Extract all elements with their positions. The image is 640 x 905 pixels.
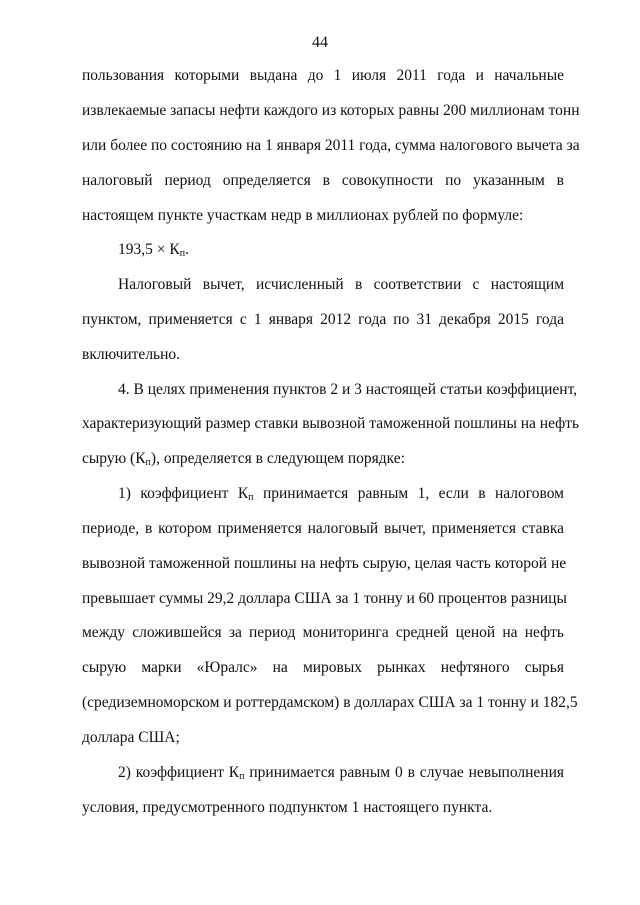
subscript: п — [145, 457, 151, 468]
paragraph-line: налоговый период определяется в совокупности по указанным в — [82, 172, 564, 189]
subscript: п — [248, 492, 254, 503]
paragraph-line — [118, 484, 564, 504]
text-segment: принимается равным 0 в случае невыполнения — [244, 764, 564, 781]
paragraph-line: Налоговый вычет, исчисленный в соответствии с настоящим — [118, 276, 564, 293]
subscript: п — [239, 771, 245, 782]
text-segment: сырую (К — [82, 450, 146, 467]
formula-subscript: п — [179, 248, 186, 259]
paragraph-line: 4. В целях применения пунктов 2 и 3 настоящей статьи коэффициент, — [118, 381, 578, 398]
paragraph-line: (средиземноморском и роттердамском) в долларах США за 1 тонну и 182,5 — [82, 694, 578, 711]
formula-prefix: 193,5 × К — [118, 241, 180, 258]
paragraph-line — [82, 449, 564, 469]
text-segment: 1) коэффициент К — [118, 485, 249, 502]
paragraph-line: пунктом, применяется с 1 января 2012 года по 31 декабря 2015 года — [82, 311, 564, 328]
text-segment: ), определяется в следующем порядке: — [150, 450, 405, 467]
paragraph-line: включительно. — [82, 346, 181, 363]
text-segment: 2) коэффициент К — [118, 764, 240, 781]
paragraph-line: сырую марки «Юралс» на мировых рынках нефтяного сырья — [82, 659, 564, 676]
paragraph-line: пользования которыми выдана до 1 июля 2011 года и начальные — [82, 67, 564, 84]
paragraph-line: извлекаемые запасы нефти каждого из которых равны 200 миллионам тонн — [82, 102, 580, 119]
text-segment: принимается равным 1, если в налоговом — [253, 485, 564, 502]
paragraph-line: превышает суммы 29,2 доллара США за 1 тонну и 60 процентов разницы — [82, 590, 567, 607]
paragraph-line: вывозной таможенной пошлины на нефть сырую, целая часть которой не — [82, 555, 567, 572]
paragraph-line: периоде, в котором применяется налоговый вычет, применяется ставка — [82, 520, 564, 537]
formula-suffix: . — [185, 241, 189, 258]
formula — [118, 240, 564, 260]
paragraph-line: между сложившейся за период мониторинга средней ценой на нефть — [82, 624, 564, 641]
paragraph-line: или более по состоянию на 1 января 2011 года, сумма налогового вычета за — [82, 137, 580, 154]
page-number: 44 — [312, 34, 328, 51]
paragraph-line: характеризующий размер ставки вывозной таможенной пошлины на нефть — [82, 415, 580, 432]
paragraph-line: условия, предусмотренного подпунктом 1 настоящего пункта. — [82, 799, 493, 816]
paragraph-line: настоящем пункте участкам недр в миллионах рублей по формуле: — [82, 207, 524, 224]
paragraph-line: доллара США; — [82, 729, 180, 746]
paragraph-line — [118, 763, 564, 783]
